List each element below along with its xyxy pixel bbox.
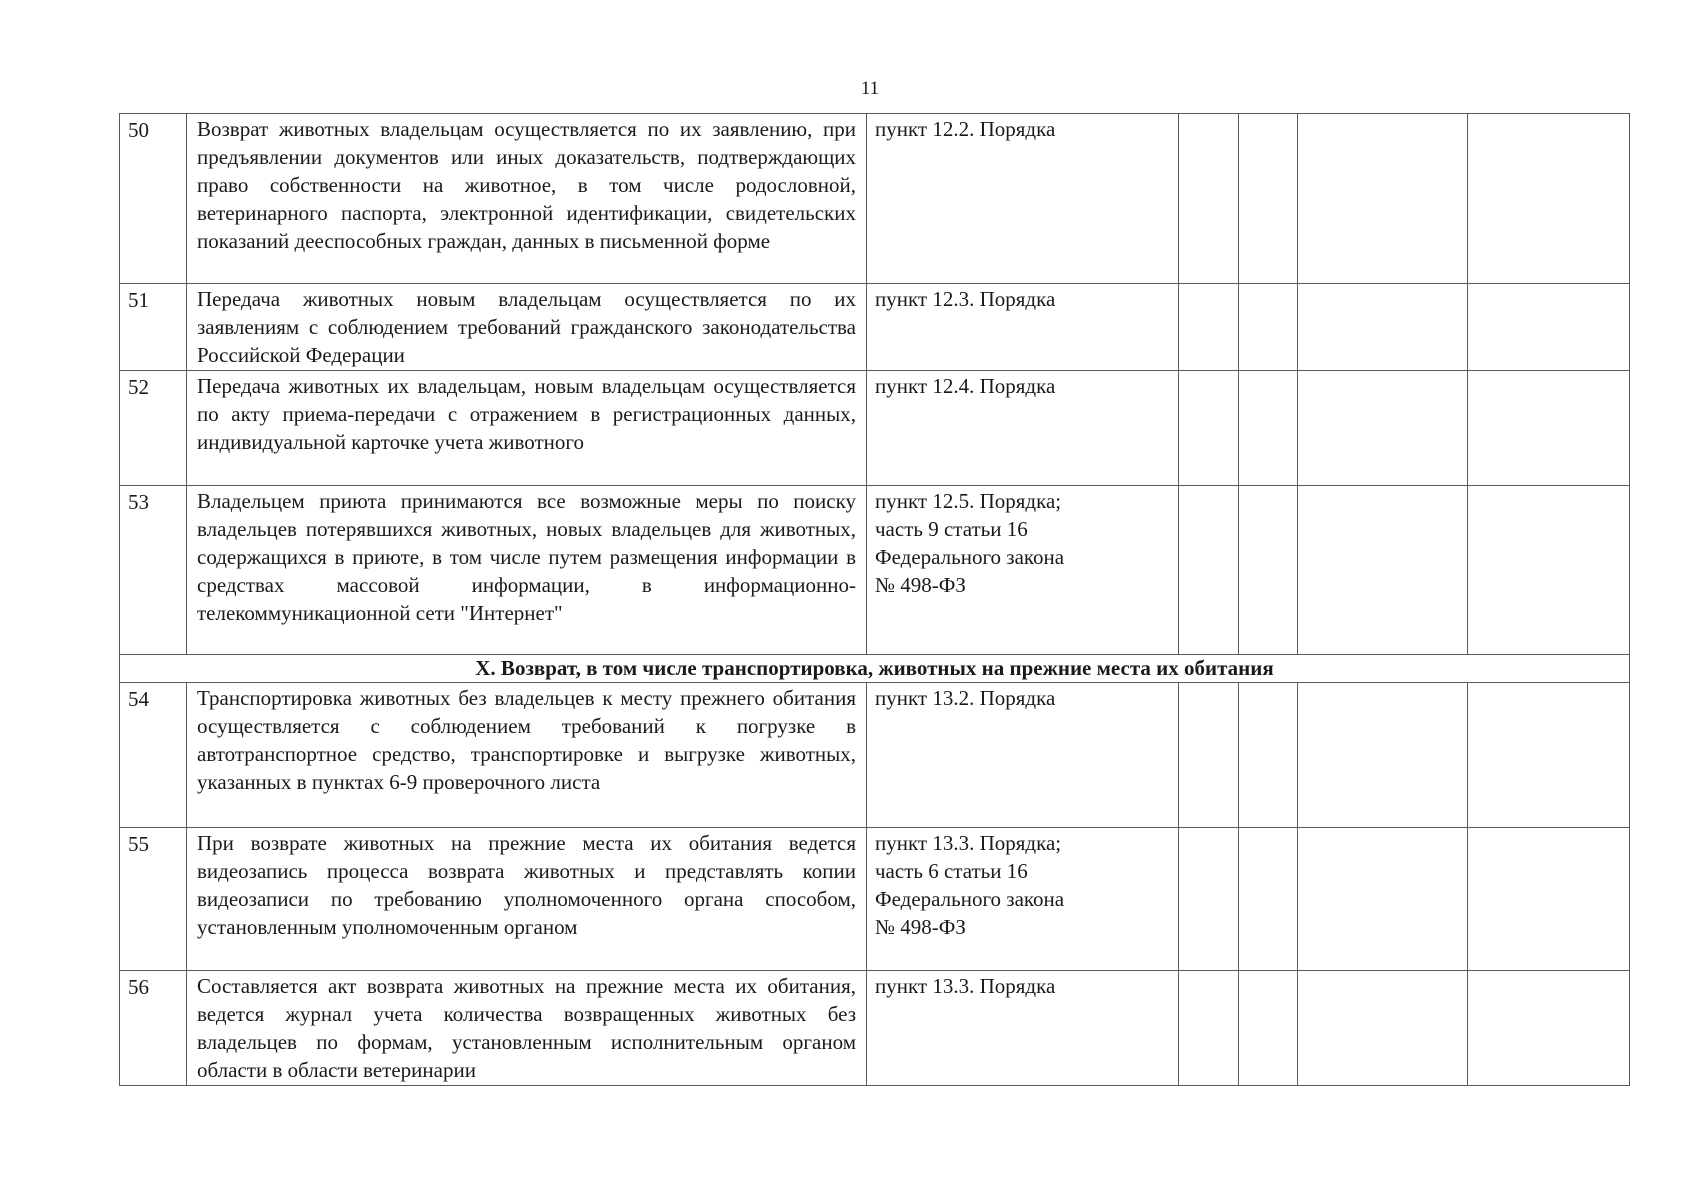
not-applicable-cell [1298,828,1468,971]
row-number: 55 [120,828,187,971]
answer-no-cell [1239,371,1298,486]
requirement-text: Возврат животных владельцам осуществляется по их заявлению, при предъявлении документов или иных доказательств, подтверждающих право собственности на животное, в том числе родословной, ветеринарного паспорта, электронной идентификации, свидетельских показаний дееспособных граждан, данных в письменной форме [187,114,867,284]
answer-yes-cell [1179,971,1239,1086]
table-row [120,683,1630,828]
answer-no-cell [1239,683,1298,828]
requirement-text: Составляется акт возврата животных на прежние места их обитания, ведется журнал учета количества возвращенных животных без владельцев по формам, установленным исполнительным органом области в области ветеринарии [187,971,867,1086]
table-row [120,371,1630,486]
note-cell [1468,114,1630,284]
row-number: 52 [120,371,187,486]
note-cell [1468,284,1630,371]
not-applicable-cell [1298,486,1468,655]
table-row [120,971,1630,1086]
legal-reference: пункт 13.3. Порядка; часть 6 статьи 16 Федерального закона № 498-ФЗ [867,828,1179,971]
table-row [120,486,1630,655]
answer-yes-cell [1179,828,1239,971]
requirement-text: Транспортировка животных без владельцев к месту прежнего обитания осуществляется с соблюдением требований к погрузке в автотранспортное средство, транспортировке и выгрузке животных, указанных в пунктах 6-9 проверочного листа [187,683,867,828]
note-cell [1468,683,1630,828]
row-number: 51 [120,284,187,371]
row-number: 54 [120,683,187,828]
legal-reference: пункт 12.5. Порядка; часть 9 статьи 16 Федерального закона № 498-ФЗ [867,486,1179,655]
answer-yes-cell [1179,284,1239,371]
requirement-text: Передача животных их владельцам, новым владельцам осуществляется по акту приема-передачи с отражением в регистрационных данных, индивидуальной карточке учета животного [187,371,867,486]
not-applicable-cell [1298,371,1468,486]
page-number: 11 [860,78,880,99]
legal-reference: пункт 12.3. Порядка [867,284,1179,371]
table-row [120,828,1630,971]
legal-reference: пункт 12.4. Порядка [867,371,1179,486]
table-row [120,114,1630,284]
note-cell [1468,486,1630,655]
answer-no-cell [1239,284,1298,371]
requirement-text: При возврате животных на прежние места их обитания ведется видеозапись процесса возврата животных и представлять копии видеозаписи по требованию уполномоченного органа способом, установленным уполномоченным органом [187,828,867,971]
answer-no-cell [1239,114,1298,284]
answer-yes-cell [1179,114,1239,284]
section-header-row [120,655,1630,683]
not-applicable-cell [1298,114,1468,284]
table-row [120,284,1630,371]
note-cell [1468,971,1630,1086]
requirement-text: Передача животных новым владельцам осуществляется по их заявлениям с соблюдением требований гражданского законодательства Российской Федерации [187,284,867,371]
legal-reference: пункт 13.2. Порядка [867,683,1179,828]
requirement-text: Владельцем приюта принимаются все возможные меры по поиску владельцев потерявшихся животных, новых владельцев для животных, содержащихся в приюте, в том числе путем размещения информации в средствах массовой информации, в информационно-телекоммуникационной сети "Интернет" [187,486,867,655]
answer-yes-cell [1179,683,1239,828]
section-title: X. Возврат, в том числе транспортировка, животных на прежние места их обитания [120,655,1630,683]
answer-yes-cell [1179,371,1239,486]
checklist-table [119,113,1630,1086]
legal-reference: пункт 12.2. Порядка [867,114,1179,284]
answer-no-cell [1239,486,1298,655]
answer-yes-cell [1179,486,1239,655]
row-number: 53 [120,486,187,655]
not-applicable-cell [1298,284,1468,371]
row-number: 50 [120,114,187,284]
answer-no-cell [1239,828,1298,971]
note-cell [1468,828,1630,971]
note-cell [1468,371,1630,486]
answer-no-cell [1239,971,1298,1086]
legal-reference: пункт 13.3. Порядка [867,971,1179,1086]
row-number: 56 [120,971,187,1086]
not-applicable-cell [1298,683,1468,828]
not-applicable-cell [1298,971,1468,1086]
